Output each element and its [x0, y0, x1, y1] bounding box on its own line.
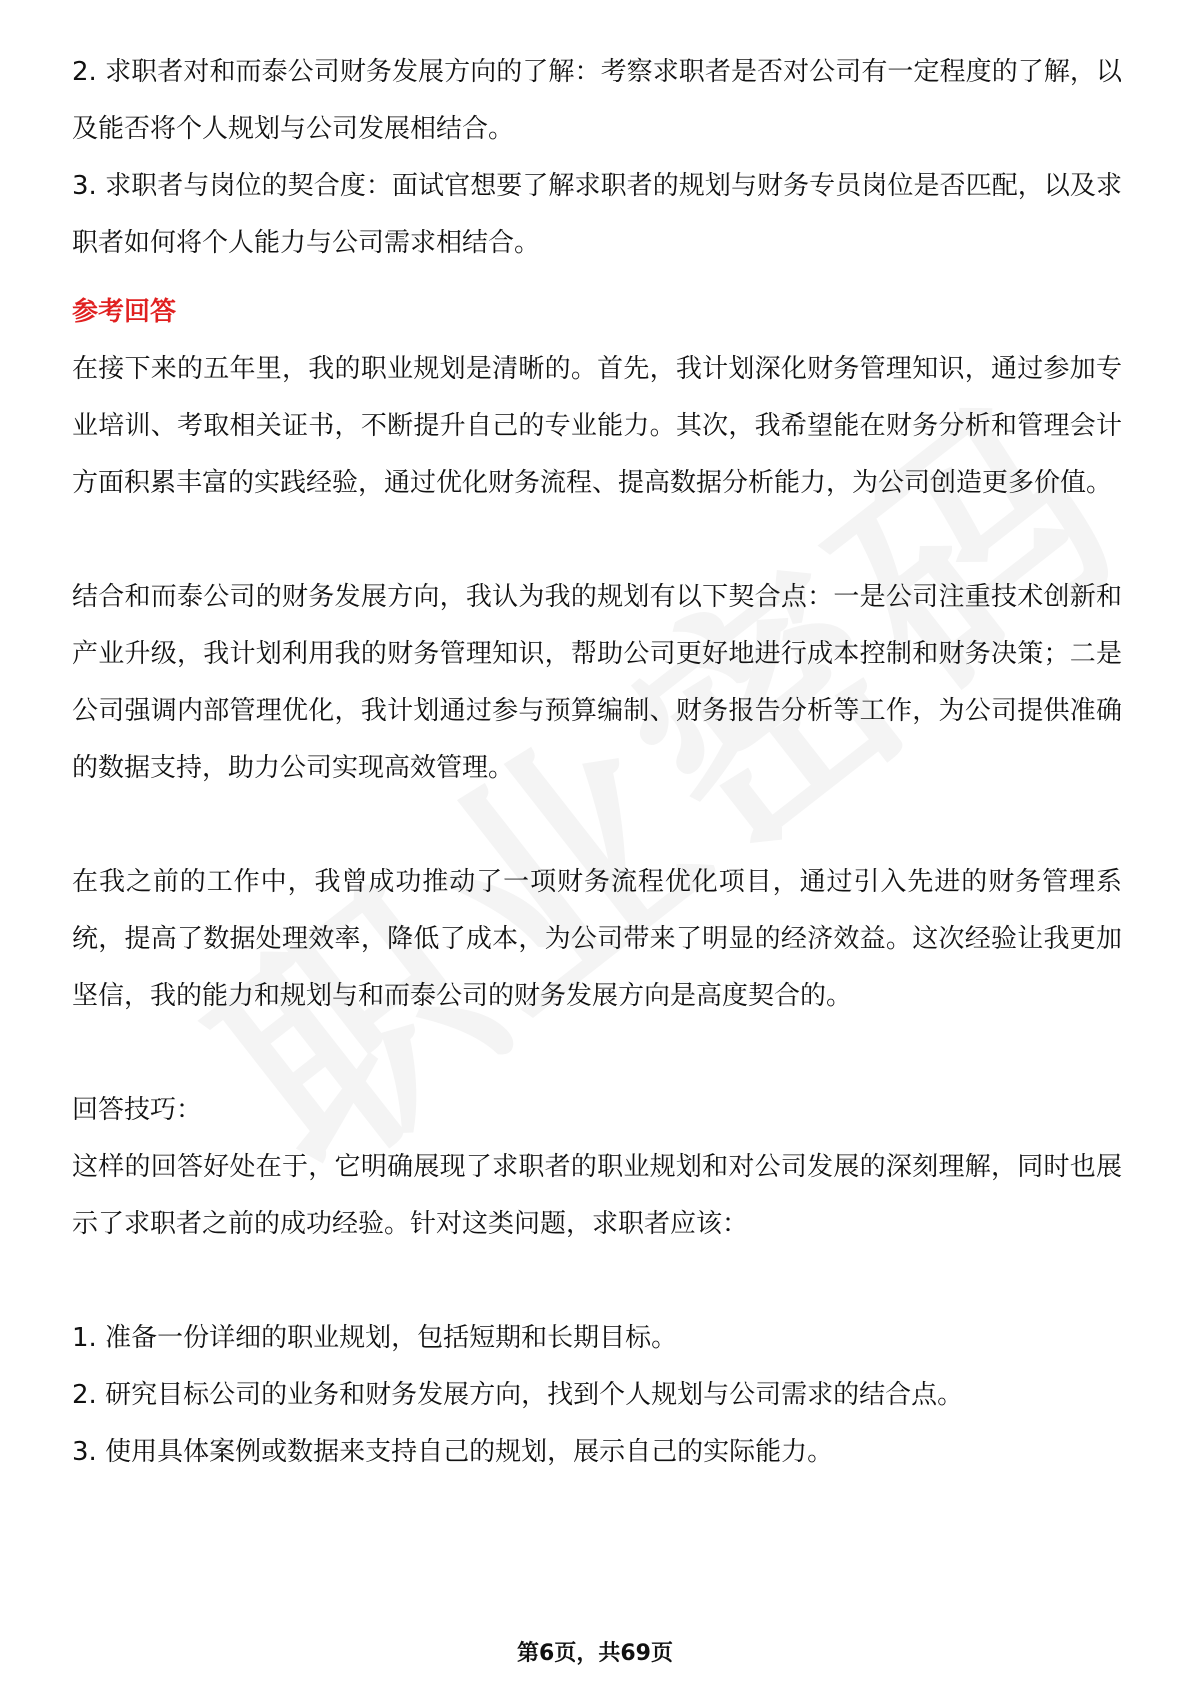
paragraph-gap	[72, 797, 1122, 854]
paragraph-gap	[72, 1253, 1122, 1310]
answer-paragraph-2: 结合和而泰公司的财务发展方向，我认为我的规划有以下契合点：一是公司注重技术创新和产业升级，我计划利用我的财务管理知识，帮助公司更好地进行成本控制和财务决策；二是公司强调内部管理优化，我计划通过参与预算编制、财务报告分析等工作，为公司提供准确的数据支持，助力公司实现高效管理。	[72, 582, 1122, 783]
page-content	[72, 44, 1122, 1481]
tips-intro: 这样的回答好处在于，它明确展现了求职者的职业规划和对公司发展的深刻理解，同时也展示了求职者之前的成功经验。针对这类问题，求职者应该：	[72, 1152, 1122, 1239]
answer-paragraph-3: 在我之前的工作中，我曾成功推动了一项财务流程优化项目，通过引入先进的财务管理系统，提高了数据处理效率，降低了成本，为公司带来了明显的经济效益。这次经验让我更加坚信，我的能力和规划与和而泰公司的财务发展方向是高度契合的。	[72, 867, 1122, 1011]
paragraph-gap	[72, 512, 1122, 569]
tips-heading: 回答技巧：	[72, 1095, 203, 1125]
tips-item-1: 1. 准备一份详细的职业规划，包括短期和长期目标。	[72, 1323, 678, 1353]
list-item-top-2: 2. 求职者对和而泰公司财务发展方向的了解：考察求职者是否对公司有一定程度的了解，以及能否将个人规划与公司发展相结合。	[72, 57, 1122, 144]
tips-item-2: 2. 研究目标公司的业务和财务发展方向，找到个人规划与公司需求的结合点。	[72, 1380, 964, 1410]
paragraph-gap	[72, 1025, 1122, 1082]
reference-answer-heading: 参考回答	[72, 297, 177, 327]
list-item-top-3: 3. 求职者与岗位的契合度：面试官想要了解求职者的规划与财务专员岗位是否匹配，以及求职者如何将个人能力与公司需求相结合。	[72, 171, 1122, 258]
answer-paragraph-1: 在接下来的五年里，我的职业规划是清晰的。首先，我计划深化财务管理知识，通过参加专业培训、考取相关证书，不断提升自己的专业能力。其次，我希望能在财务分析和管理会计方面积累丰富的实践经验，通过优化财务流程、提高数据分析能力，为公司创造更多价值。	[72, 354, 1122, 498]
page-number-footer: 第6页，共69页	[517, 1641, 673, 1666]
tips-item-3: 3. 使用具体案例或数据来支持自己的规划，展示自己的实际能力。	[72, 1437, 834, 1467]
